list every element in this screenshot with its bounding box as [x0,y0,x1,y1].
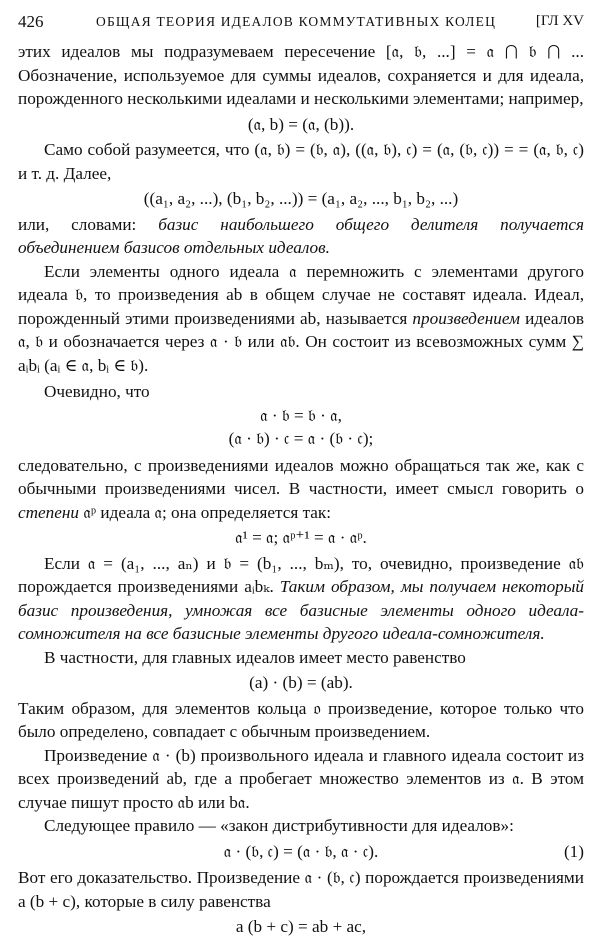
paragraph-3-emphasis: базис наибольшего общего делителя получается объединением базисов отдельных идеалов. [18,214,585,257]
equation-number: (1) [563,841,584,861]
running-header [18,6,584,36]
chapter-label: [ГЛ XV [535,13,584,29]
paragraph-4-emphasis: произведением [412,308,520,328]
paragraph-7-emphasis: Таким образом, мы получаем некоторый базис произведения, умножая все базисные элементы одного идеала-сомножителя на все базисные элементы другого идеала-сомножителя. [18,577,584,643]
formula-bases-union: ((a₁, a₂, ...), (b₁, b₂, ...)) = (a₁, a₂, ..., b₁, b₂, ...) [143,189,459,208]
paragraph-6-emphasis: степени [18,502,80,522]
formula-expansion: a (b + c) = ab + ac, [235,917,367,936]
paragraph-5: Очевидно, что [44,382,150,401]
paragraph-12: Вот его доказательство. Произведение 𝔞 · (𝔟, 𝔠) порождается произведениями a (b + c), которые в силу равенства [18,868,584,911]
paragraph-7-text: Если 𝔞 = (a₁, ..., aₙ) и 𝔟 = (b₁, ..., bₘ), то, очевидно, произведение 𝔞𝔟 порождается произведениями aᵢbₖ. [18,553,584,596]
paragraph-11: Следующее правило — «закон дистрибутивности для идеалов»: [44,816,514,835]
paragraph-10: Произведение 𝔞 · (b) произвольного идеала и главного идеала состоит из всех произведений ab, где a пробегает множество элементов из 𝔞. В этом случае пишут просто 𝔞b или b𝔞. [18,745,584,812]
paragraph-3 [18,213,584,260]
paragraph-4 [18,260,584,378]
paragraph-6-text-a: следовательно, с произведениями идеалов можно обращаться так же, как с обычными произведениями чисел. В частности, имеет смысл говорить о [18,455,584,498]
paragraph-8: В частности, для главных идеалов имеет место равенство [44,647,466,667]
paragraph-6 [18,454,584,525]
page-body [18,40,584,941]
formula-distributivity-text: 𝔞 · (𝔟, 𝔠) = (𝔞 · 𝔟, 𝔞 · 𝔠). [223,841,379,861]
formula-principal-product: (a) · (b) = (ab). [249,673,353,692]
formula-principal-ideal: (𝔞, b) = (𝔞, (b)). [247,114,355,134]
paragraph-7 [18,552,584,646]
paragraph-4-text-b: идеалов 𝔞, 𝔟 и обозначается через 𝔞 · 𝔟 или 𝔞𝔟. Он состоит из всевозможных сумм ∑ aᵢbᵢ (aᵢ ∈ 𝔞, bᵢ ∈ 𝔟). [18,308,584,375]
formula-commutativity: 𝔞 · 𝔟 = 𝔟 · 𝔞, [260,405,342,425]
paragraph-3-text: или, словами: [18,214,159,234]
formula-power: 𝔞¹ = 𝔞; 𝔞ᵖ⁺¹ = 𝔞 · 𝔞ᵖ. [235,528,367,547]
running-title: ОБЩАЯ ТЕОРИЯ ИДЕАЛОВ КОММУТАТИВНЫХ КОЛЕЦ [96,14,497,29]
paragraph-9: Таким образом, для элементов кольца 𝔬 произведение, которое только что было определено, совпадает с обычным произведением. [18,698,584,741]
formula-associativity: (𝔞 · 𝔟) · 𝔠 = 𝔞 · (𝔟 · 𝔠); [228,429,374,448]
page-number: 426 [18,12,44,31]
paragraph-1: этих идеалов мы подразумеваем пересечение [𝔞, 𝔟, ...] = 𝔞 ⋂ 𝔟 ⋂ ... Обозначение, используемое для суммы идеалов, сохраняется и для идеала, порожденного несколькими идеалами и несколькими элементами; например, [18,42,584,108]
paragraph-2: Само собой разумеется, что (𝔞, 𝔟) = (𝔟, 𝔞), ((𝔞, 𝔟), 𝔠) = (𝔞, (𝔟, 𝔠)) = = (𝔞, 𝔟, 𝔠) и т. д. Далее, [18,140,584,183]
paragraph-4-text-a: Если элементы одного идеала 𝔞 перемножить с элементами другого идеала 𝔟, то произведения ab в общем случае не составят идеала. Идеал, порожденный этими произведениями ab, называется [18,261,584,328]
paragraph-6-text-b: 𝔞ᵖ идеала 𝔞; она определяется так: [79,502,332,522]
formula-distributivity [18,840,584,864]
